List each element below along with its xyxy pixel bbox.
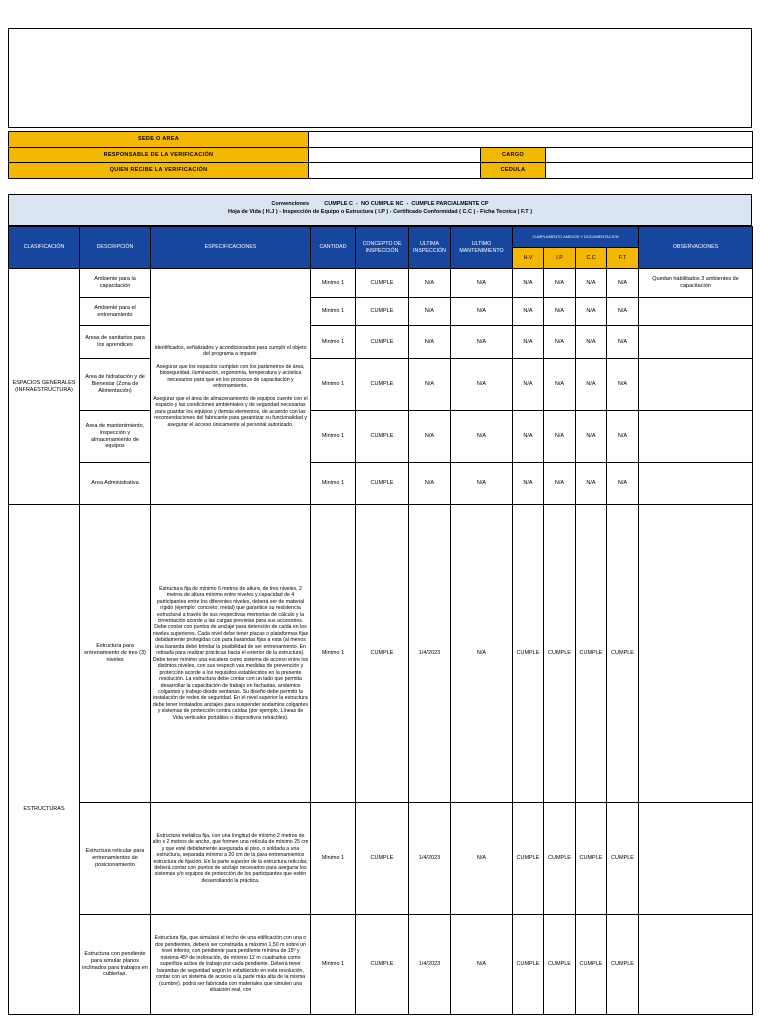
header-especificaciones: ESPECIFICACIONES	[151, 227, 311, 269]
row-concepto: CUMPLE	[356, 298, 409, 326]
row-cantidad: Minimo 1	[311, 298, 356, 326]
group-clasificacion-espacios: ESPACIOS GENERALES (INFRAESTRUCTURA)	[9, 269, 80, 505]
row-cc: N/A	[576, 298, 607, 326]
inspection-table	[8, 226, 753, 1015]
row-concepto: CUMPLE	[356, 359, 409, 411]
row-concepto: CUMPLE	[356, 803, 409, 915]
spec-paragraph: Asegurar que los espacios cumplan con los parámetros de área, bioseguridad, iluminación, ergonomía, temperatura y acústica necesarios para que en los procesos de capacitación y entrenamiento.	[156, 363, 305, 390]
row-cantidad: Minimo 1	[311, 359, 356, 411]
row-ft: N/A	[607, 298, 639, 326]
group-clasificacion-estructuras: ESTRUCTURAS	[9, 505, 80, 1015]
row-especificaciones: Estructura fija, que simulará el techo de una edificación con una o dos pendientes, deberá ser construida a máximo 1,50 m sobre un nivel inferior, con pendiente para pendiente mínima de 15º y máxima 45º de inclinación, de mínimo 12 m cuadrados como superficie activa de trabajo por cada pendiente. Deberá tener barandas de seguridad según lo establecido en esta resolución, contar con un sistema de acceso a la parte más alta de la misma (cumbre). podrá ser fabricada con materiales que simulen una situación real, con	[151, 915, 311, 1015]
table-row	[9, 326, 753, 359]
row-observaciones	[639, 803, 753, 915]
row-hv: N/A	[513, 463, 544, 505]
responsable-label: RESPONSABLE DE LA VERIFICACIÓN	[9, 147, 309, 163]
header-descripcion: DESCRIPCIÓN	[80, 227, 151, 269]
row-ultimo-mantenimiento: N/A	[451, 915, 513, 1015]
cargo-value[interactable]	[546, 147, 753, 163]
row-observaciones	[639, 359, 753, 411]
sede-label: SEDE O AREA	[9, 132, 309, 148]
table-row	[9, 915, 753, 1015]
row-cantidad: Minimo 1	[311, 505, 356, 803]
table-row	[9, 505, 753, 803]
responsable-value[interactable]	[309, 147, 481, 163]
recibe-row	[9, 163, 753, 179]
header-ultima-inspeccion: ULTIMA INSPECCIÓN	[409, 227, 451, 269]
convenciones-line-2: Hoja de Vida ( H.J ) - Inspección de Equipo o Estructura ( I.P ) - Certificado Conformidad ( C.C ) - Ficha Tecnica ( F.T )	[227, 209, 533, 215]
cedula-value[interactable]	[546, 163, 753, 179]
row-cc: CUMPLE	[576, 915, 607, 1015]
row-ultima-inspeccion: N/A	[409, 326, 451, 359]
row-concepto: CUMPLE	[356, 505, 409, 803]
table-row	[9, 298, 753, 326]
row-ft: N/A	[607, 269, 639, 298]
spec-paragraph: Identificados, señalizados y acondicionados para cumplir el objeto del programa a impartir.	[154, 345, 307, 358]
row-ultima-inspeccion: N/A	[409, 359, 451, 411]
verification-info-table	[8, 131, 753, 179]
sede-row	[9, 132, 753, 148]
row-ft: CUMPLE	[607, 915, 639, 1015]
row-ultimo-mantenimiento: N/A	[451, 411, 513, 463]
row-ultimo-mantenimiento: N/A	[451, 298, 513, 326]
row-hv: CUMPLE	[513, 803, 544, 915]
row-ft: CUMPLE	[607, 505, 639, 803]
row-ip: N/A	[544, 326, 576, 359]
row-ip: N/A	[544, 411, 576, 463]
row-cc: N/A	[576, 326, 607, 359]
row-descripcion: Area de mantenimiento, inspección y almacenamiento de equipos	[80, 411, 151, 463]
row-ultima-inspeccion: 1/4/2023	[409, 915, 451, 1015]
row-concepto: CUMPLE	[356, 915, 409, 1015]
row-ultimo-mantenimiento: N/A	[451, 359, 513, 411]
row-ultima-inspeccion: 1/4/2023	[409, 803, 451, 915]
row-ft: N/A	[607, 326, 639, 359]
row-ultima-inspeccion: N/A	[409, 298, 451, 326]
row-descripcion: Ambiente para la capacitación	[80, 269, 151, 298]
row-descripcion: Area Administrativa	[80, 463, 151, 505]
row-especificaciones	[151, 269, 311, 505]
convenciones-box	[8, 194, 752, 226]
row-cantidad: Minimo 1	[311, 915, 356, 1015]
row-concepto: CUMPLE	[356, 326, 409, 359]
recibe-label: QUIEN RECIBE LA VERIFICACIÓN	[9, 163, 309, 179]
row-descripcion: Estructura reticular para entrenamientos de posicionamiento	[80, 803, 151, 915]
recibe-value[interactable]	[309, 163, 481, 179]
header-clasificacion: CLASIFICACIÓN	[9, 227, 80, 269]
sede-value[interactable]	[309, 132, 753, 148]
row-ip: N/A	[544, 269, 576, 298]
header-concepto: CONCEPTO DE INSPECCIÓN	[356, 227, 409, 269]
row-especificaciones: Estructura metálica fija, con una longitud de mínimo 2 metros de alto x 2 metros de ancho, que formen una retícula de mínimo 25 cm y que esté debidamente asegurada al piso, o soldada a una estructura, separada mínimo a 20 cm de la para entrenamientos estructura de fijación. En la parte superior de la estructura reticular, deberá contar con puntos de anclaje necesarios para asegurar los sistemas y/o equipos de protección de los participantes que estén desarrollando la práctica.	[151, 803, 311, 915]
row-cc: N/A	[576, 411, 607, 463]
row-ultimo-mantenimiento: N/A	[451, 803, 513, 915]
cedula-label: CEDULA	[481, 163, 546, 179]
table-row	[9, 803, 753, 915]
row-ip: CUMPLE	[544, 803, 576, 915]
row-ultima-inspeccion: N/A	[409, 463, 451, 505]
row-observaciones: Quedan habilitados 3 ambientes de capacitación	[639, 269, 753, 298]
row-observaciones	[639, 915, 753, 1015]
header-hv: H.V	[513, 248, 544, 269]
row-ip: N/A	[544, 359, 576, 411]
logo-header-box	[8, 28, 752, 128]
row-cc: N/A	[576, 359, 607, 411]
row-descripcion: Estructura para entrenamiento de tres (3) niveles	[80, 505, 151, 803]
header-cc: C.C	[576, 248, 607, 269]
row-ultimo-mantenimiento: N/A	[451, 326, 513, 359]
row-hv: N/A	[513, 326, 544, 359]
row-ultimo-mantenimiento: N/A	[451, 269, 513, 298]
row-concepto: CUMPLE	[356, 269, 409, 298]
row-ft: N/A	[607, 411, 639, 463]
row-ultima-inspeccion: N/A	[409, 269, 451, 298]
row-ft: N/A	[607, 463, 639, 505]
row-ft: CUMPLE	[607, 803, 639, 915]
header-observaciones: OBSERVACIONES	[639, 227, 753, 269]
row-observaciones	[639, 411, 753, 463]
row-ip: N/A	[544, 298, 576, 326]
row-descripcion: Areas de sanitarios para los aprendices	[80, 326, 151, 359]
row-hv: CUMPLE	[513, 505, 544, 803]
row-hv: N/A	[513, 269, 544, 298]
row-concepto: CUMPLE	[356, 411, 409, 463]
row-descripcion: Area de hidratación y de Bienestar (Zona de Alimentación)	[80, 359, 151, 411]
row-cantidad: Minimo 1	[311, 463, 356, 505]
row-cantidad: Minimo 1	[311, 803, 356, 915]
table-row	[9, 269, 753, 298]
table-row	[9, 359, 753, 411]
row-hv: N/A	[513, 298, 544, 326]
row-descripcion: Ambiente para el entrenamiento	[80, 298, 151, 326]
row-ft: N/A	[607, 359, 639, 411]
table-row	[9, 463, 753, 505]
header-cumplimiento: CUMPLIMIENTO ANEXOS Y DOCUMENTACIÓN	[513, 227, 639, 248]
row-observaciones	[639, 326, 753, 359]
row-ultimo-mantenimiento: N/A	[451, 505, 513, 803]
row-ip: CUMPLE	[544, 915, 576, 1015]
header-ip: I.P	[544, 248, 576, 269]
row-cantidad: Minimo 1	[311, 326, 356, 359]
row-cc: N/A	[576, 463, 607, 505]
row-ultimo-mantenimiento: N/A	[451, 463, 513, 505]
row-hv: N/A	[513, 411, 544, 463]
row-ip: N/A	[544, 463, 576, 505]
row-ultima-inspeccion: 1/4/2023	[409, 505, 451, 803]
row-cantidad: Minimo 1	[311, 411, 356, 463]
row-ip: CUMPLE	[544, 505, 576, 803]
row-cc: CUMPLE	[576, 803, 607, 915]
row-observaciones	[639, 463, 753, 505]
spec-paragraph: Asegurar que el área de almacenamiento de equipos cuente con el espacio y las condiciones ambientales y de seguridad necesarias para guardar los equipos y demás elementos, de acuerdo con las recomendaciones del fabricante para garantizar su funcionalidad y asegurar el acceso únicamente al personal autorizado.	[153, 395, 308, 428]
row-cantidad: Minimo 1	[311, 269, 356, 298]
table-row	[9, 411, 753, 463]
row-hv: N/A	[513, 359, 544, 411]
responsable-row	[9, 147, 753, 163]
row-cc: N/A	[576, 269, 607, 298]
header-ft: F.T	[607, 248, 639, 269]
convenciones-line-1: Convenciones CUMPLE C - NO CUMPLE NC - CUMPLE PARCIALMENTE CP	[271, 201, 489, 207]
row-descripcion: Estructura con pendiente para simular planos inclinados para trabajos en cubiertas.	[80, 915, 151, 1015]
row-observaciones	[639, 298, 753, 326]
header-cantidad: CANTIDAD	[311, 227, 356, 269]
row-concepto: CUMPLE	[356, 463, 409, 505]
row-observaciones	[639, 505, 753, 803]
header-ultimo-mantenimiento: ULTIMO MANTENIMIENTO	[451, 227, 513, 269]
row-cc: CUMPLE	[576, 505, 607, 803]
row-ultima-inspeccion: N/A	[409, 411, 451, 463]
row-hv: CUMPLE	[513, 915, 544, 1015]
cargo-label: CARGO	[481, 147, 546, 163]
header-row-1	[9, 227, 753, 248]
row-especificaciones: Estructura fija de mínimo 6 metros de altura, de tres niveles, 2 metros de altura mínimo entre niveles y capacidad de 4 participantes entre los diferentes niveles, deberá ser de material rígido (ejemplo: concreto, metal) que garantice su resistencia estructural a través de sus respectivas memorias de cálculo y la cimentación acorde a las cargas previstas para sus accesorios. Debe contar con puntos de anclaje para detención de caída en los niveles superiores. Cada nivel debe tener placas o plataformas fijas debidamente protegidas con para barandas fijas a esta (al menos una baranda debe brindar la posibilidad de ser entrenamiento. En retirada para realizar prácticas hacia el exterior de la estructura). Debe tener mínimo una escalera como sistema de acceso entre los distintos niveles, con sus respecti vas medidas de prevención y protección acorde a los requisitos establecidos en la presente resolución. La estructura debe contar con un lado que permita desarrollar la capacitación de trabajo en fachadas, andamios colgantes y trabajo desde ventanas. Su diseño debe permitir la instalación de redes de seguridad. En el nivel superior la estructura debe tener instalados anclajes para suspender andamios colgantes y sistemas de protección contra caídas (por ejemplo, Líneas de Vida verticales portátiles o dispositivos retráctiles).	[151, 505, 311, 803]
